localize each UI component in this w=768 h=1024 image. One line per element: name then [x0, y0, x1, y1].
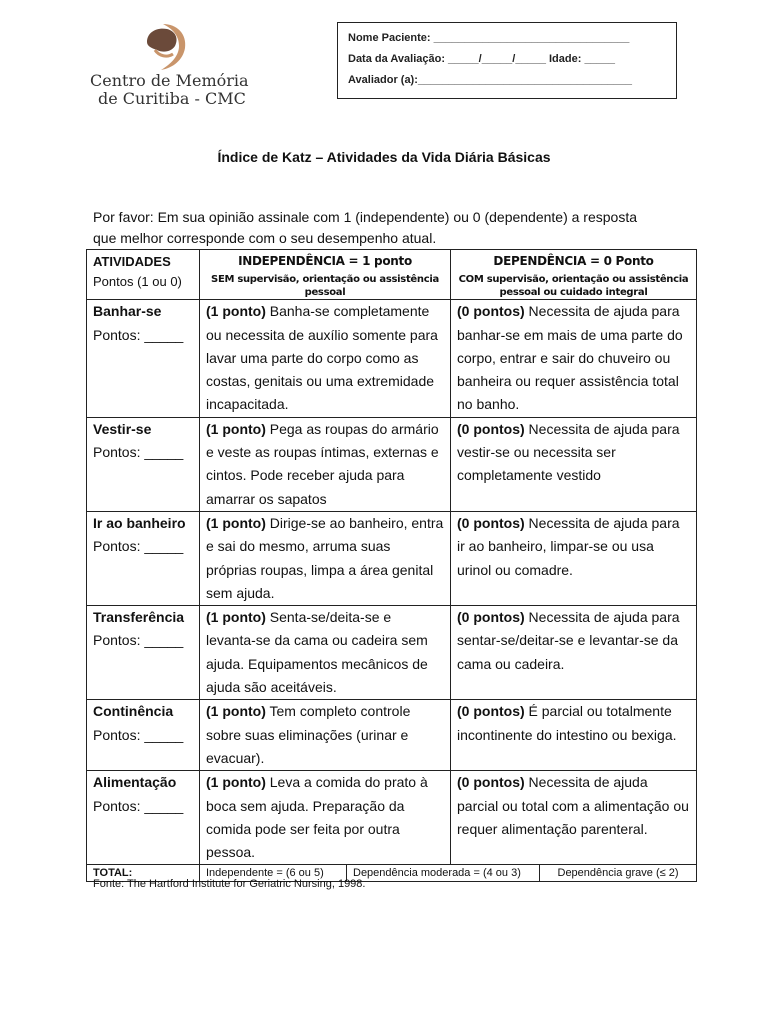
dependence-prefix: (0 pontos)	[457, 774, 525, 791]
cmc-emblem-icon	[141, 20, 191, 72]
header-independence-sub: SEM supervisão, orientação ou assistência pessoal	[211, 274, 439, 299]
total-label: TOTAL:	[87, 865, 200, 882]
independence-cell	[200, 417, 451, 511]
table-row	[87, 700, 697, 771]
table-row	[87, 771, 697, 865]
header-activities	[87, 250, 200, 300]
activity-cell	[87, 771, 200, 865]
points-field[interactable]: Pontos: _____	[93, 726, 184, 743]
dependence-cell	[451, 511, 697, 605]
independence-text: Banha-se completamente ou necessita de auxílio somente para lavar uma parte do corpo como as costas, genitais ou uma extremidade incapacitada.	[206, 303, 438, 413]
independence-prefix: (1 ponto)	[206, 703, 266, 720]
dependence-cell	[451, 771, 697, 865]
dependence-cell	[451, 417, 697, 511]
activity-cell	[87, 700, 200, 771]
table-row	[87, 417, 697, 511]
independence-cell	[200, 606, 451, 700]
dependence-text: Necessita de ajuda para banhar-se em mais de uma parte do corpo, entrar e sair do chuveiro ou banheira ou requer assistência total no banho.	[457, 303, 683, 413]
dependence-text: Necessita de ajuda para ir ao banheiro, limpar-se ou usa urinol ou comadre.	[457, 514, 680, 578]
activity-name: Vestir-se	[93, 420, 152, 437]
header-independence	[200, 250, 451, 300]
independence-prefix: (1 ponto)	[206, 420, 266, 437]
evaluator-field[interactable]: Avaliador (a):___________________________________	[348, 74, 633, 86]
points-field[interactable]: Pontos: _____	[93, 797, 184, 814]
dependence-prefix: (0 pontos)	[457, 514, 525, 531]
dependence-text: Necessita de ajuda para sentar-se/deitar-se e levantar-se da cama ou cadeira.	[457, 609, 680, 672]
independence-prefix: (1 ponto)	[206, 609, 266, 626]
table-header-row	[87, 250, 697, 300]
independence-cell	[200, 771, 451, 865]
independence-text: Leva a comida do prato à boca sem ajuda. Preparação da comida pode ser feita por outra pessoa.	[206, 774, 428, 861]
activity-name: Transferência	[93, 609, 185, 626]
dependence-prefix: (0 pontos)	[457, 420, 525, 437]
total-severe: Dependência grave (≤ 2)	[557, 867, 679, 880]
header-activities-title: ATIVIDADES	[93, 254, 171, 269]
header-activities-sub: Pontos (1 ou 0)	[93, 274, 182, 290]
table-row	[87, 300, 697, 417]
dependence-cell	[451, 606, 697, 700]
activity-name: Banhar-se	[93, 303, 162, 320]
katz-index-table	[86, 249, 697, 882]
independence-cell	[200, 700, 451, 771]
logo-line1: Centro de Memória	[90, 71, 249, 90]
table-row	[87, 606, 697, 700]
patient-info-box	[337, 22, 677, 99]
header-independence-title: INDEPENDÊNCIA = 1 ponto	[238, 254, 412, 268]
total-moderate: Dependência moderada = (4 ou 3)	[347, 865, 540, 881]
independence-cell	[200, 300, 451, 417]
points-field[interactable]: Pontos: _____	[93, 326, 184, 343]
page-title: Índice de Katz – Atividades da Vida Diária Básicas	[217, 149, 551, 165]
dependence-prefix: (0 pontos)	[457, 303, 525, 320]
dependence-cell	[451, 300, 697, 417]
independence-text: Dirige-se ao banheiro, entra e sai do mesmo, arruma suas próprias roupas, limpa a área genital sem ajuda.	[206, 514, 444, 601]
dependence-cell	[451, 700, 697, 771]
header-dependence-sub: COM supervisão, orientação ou assistência pessoal ou cuidado integral	[458, 274, 689, 299]
points-field[interactable]: Pontos: _____	[93, 632, 184, 649]
independence-prefix: (1 ponto)	[206, 774, 266, 791]
patient-name-field[interactable]: Nome Paciente: ________________________________	[348, 32, 630, 44]
dependence-text: Necessita de ajuda parcial ou total com a alimentação ou requer alimentação parenteral.	[457, 774, 689, 837]
independence-prefix: (1 ponto)	[206, 514, 266, 531]
instructions-text: Por favor: Em sua opinião assinale com 1 (independente) ou 0 (dependente) a resposta que melhor corresponde com o seu desempenho atual.	[93, 209, 638, 246]
activity-name: Ir ao banheiro	[93, 514, 186, 531]
independence-text: Senta-se/deita-se e levanta-se da cama ou cadeira sem ajuda. Equipamentos mecânicos de ajuda são aceitáveis.	[206, 609, 428, 696]
source-note: Fonte: The Hartford Institute for Geriatric Nursing, 1998.	[93, 878, 366, 890]
points-field[interactable]: Pontos: _____	[93, 444, 184, 461]
activity-cell	[87, 300, 200, 417]
header-dependence	[451, 250, 697, 300]
dependence-text: Necessita de ajuda para vestir-se ou necessita ser completamente vestido	[457, 420, 680, 484]
activity-cell	[87, 511, 200, 605]
eval-date-age-field[interactable]: Data da Avaliação: _____/_____/_____ Idade: _____	[348, 53, 616, 65]
activity-name: Continência	[93, 703, 174, 720]
header-dependence-title: DEPENDÊNCIA = 0 Ponto	[493, 254, 654, 268]
independence-prefix: (1 ponto)	[206, 303, 266, 320]
activity-cell	[87, 606, 200, 700]
dependence-prefix: (0 pontos)	[457, 703, 525, 720]
cmc-logo	[86, 20, 256, 110]
dependence-prefix: (0 pontos)	[457, 609, 525, 626]
dependence-text: É parcial ou totalmente incontinente do intestino ou bexiga.	[457, 703, 677, 743]
activity-cell	[87, 417, 200, 511]
independence-cell	[200, 511, 451, 605]
logo-line2: de Curitiba - CMC	[98, 89, 246, 108]
independence-text: Pega as roupas do armário e veste as roupas íntimas, externas e cintos. Pode receber ajuda para amarrar os sapatos	[206, 420, 439, 507]
table-row	[87, 511, 697, 605]
activity-name: Alimentação	[93, 774, 177, 791]
independence-text: Tem completo controle sobre suas eliminações (urinar e evacuar).	[206, 703, 411, 766]
points-field[interactable]: Pontos: _____	[93, 538, 184, 555]
total-independent: Independente = (6 ou 5)	[200, 865, 347, 881]
